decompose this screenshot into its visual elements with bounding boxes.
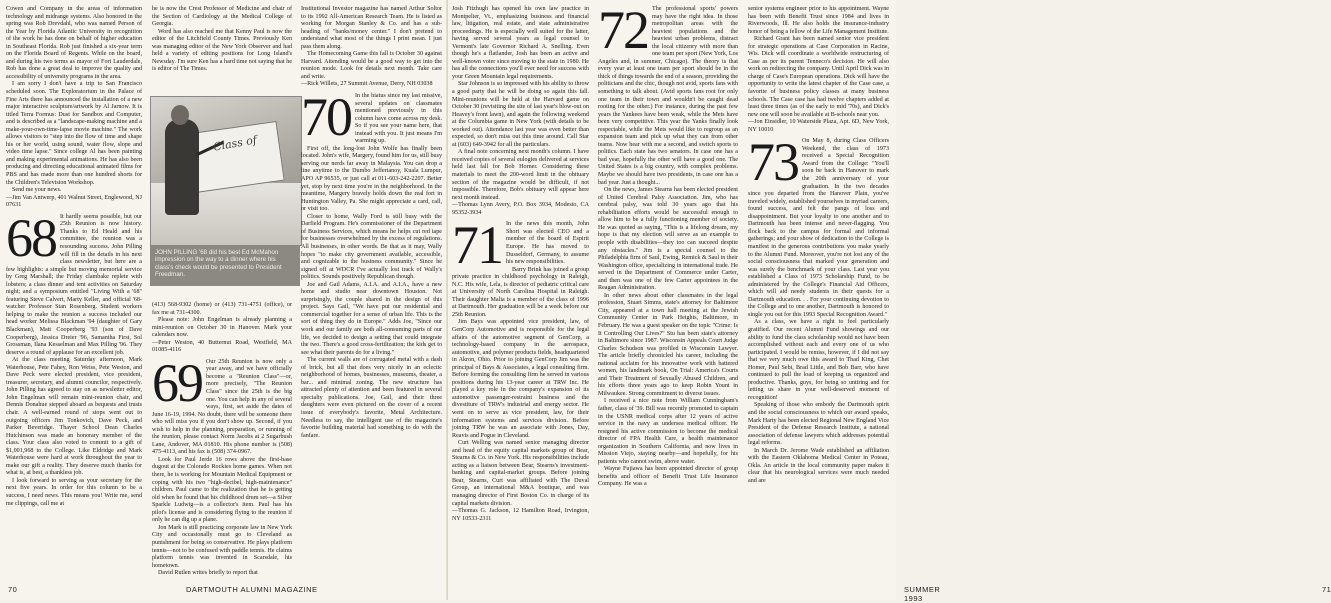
class-number-73: 73 [748, 132, 798, 193]
issue-date: SUMMER 1993 [904, 585, 941, 603]
paragraph: In the news this month, John Short was elected CEO and a member of the board of Espirit Europe. He has moved to Dusseldorf, Germany, to assume his new responsibilities. [506, 221, 589, 266]
paragraph: The current walls are of corrugated metal with a dash of brick, but all that does very nicely in an eclectic neighborhood of homes, businesses, museums, theater, a bar... and minimal zoning. The new structure has attracted plenty of attention and been featured in several specialty publications. Joe, Gail, and their three daughters were even pictured on the cover of a recent issue of everybody's favorite, Metal Architecture. Needless to say, the intelligent use of the magazine's favorite building material had something to do with the fanfare. [301, 357, 442, 439]
photo-person [165, 119, 199, 215]
class-number-72: 72 [598, 0, 648, 60]
paragraph: he is now the Crest Professor of Medicine and chair of the Section of Cardiology at the Medical College of Georgia. [152, 6, 292, 28]
paragraph: Closer to home, Wally Ford is still busy with the Darfield Program. He's commissioner of the Department of Business Services, which means he helps cut red tape for businesses overwhelmed by the excess of regulations. All businesses, in other words. Be that as it may, Wally hopes "to make city government available, accessible, and cognizable to the business community." Since he signed off at WDCR I've actually lost track of Wally's politics. Sounds positively Republican though. [301, 213, 442, 281]
class-number-69: 69 [152, 352, 202, 413]
paragraph: I am sorry I don't have a trip to San Francisco scheduled soon. The Exploratorium in the Palace of Fine Arts there has announced the installation of a new major interactive sculpture/artwork by Al Jarnow. It is titled Terra Formus: Dust for Sandbox and Computer, and is described as a "landscape-making machine and a make-your-own-time-lapse movie machine." The work allows visitors to "step into the flow of time and shape his or her world, using sound, water flow, slope and video time lapse." Since college Al has been painting and making experimental animations. He has also been producing and directing educational animated films for PBS and has made more than one hundred shorts for the Children's Television Workshop. [6, 81, 142, 186]
page-number-right: 71 [1322, 585, 1331, 594]
column-signature: —Thomas Lynn Avery, P.O. Box 3934, Modesto, CA 95352-3934 [452, 202, 589, 216]
paragraph: A final note concerning next month's column. I have received copies of several eulogies delivered at services held last fall for Bob Horner. Considering these materials to meet the 200-word limit in the obituary section of the magazine would be difficult, if not impossible. Therefore, Bob's obituary will appear here next month instead. [452, 149, 589, 201]
paragraph: It hardly seems possible, but our 25th Reunion is now history. Thanks to Ed Heald and his committee, the reunion was a resounding success. John Pilling will fill in the details in his next class newsletter, but here are a few highlights: a simple but moving memorial service by Greg Marshall; the Friday clambake replete with lobsters; a class dinner and tent activities on Saturday night; and a symposium entitled "Living With a '68" featuring Steve Calvert, Marty Keller, and official '68-watcher Professor Stan Rosenberg. Student workers helping to make the reunion a success included our head worker Melissa Blackman '94 (daughter of Gary Blackman), Matt Cooperberg '93 (son of Dave Cooperberg), Jessica Dreier '96, Samantha First, Sol Grossman, Ilana Kesselman and Max Pilling '96. They deserve a round of applause for an excellent job. [6, 213, 142, 356]
paragraph: The professional sports' powers may have the right idea. In those metropolitan areas with the heaviest populations and the heaviest urban problems, distract the local citizenry with more than one team per sport (New York, Los Angeles and, in summer, Chicago). The theory is that every year at least one team per sport should be in the thick of things towards the end of a season, providing the politicians and the chic, though not avid, sports fans with something to talk about. (Avid sports fans root for only one team in their town and wouldn't be caught dead rooting for the other.) For instance, during the past few years the Yankees have been weak, while the Mets have been very competitive. This year the Yanks finally look respectable, while the Mets would like to regroup as an expansion team and pick up what they can from other teams. Now hear with me a second, and switch sports to politics. Each state has two senators. In case one has a bad year, hopefully the other will have a good one. The United States is a big country, with complex problems. Maybe we should have two presidents, in case one has a bad year. Just a thought... [598, 6, 738, 186]
paragraph: In the hiatus since my last missive, several updates on classmates mentioned previously in this column have come across my desk. So if you see your name here, that instead with you. It just means I'm warming up. [355, 93, 442, 145]
paragraph: I look forward to serving as your secretary for the next five years. In order for this column to be a success, I need news. This means you! Write me, send me clippings, call me at [6, 477, 142, 507]
paragraph: Wayne Fujiawa has been appointed director of group benefits and officer of Benefit Trust Life Insurance Company. He was a [598, 466, 738, 488]
photo-board-script: Class of [212, 133, 258, 154]
paragraph: Institutional Investor magazine has named Arthur Soltor to its 1992 All-American Research Team. He is listed as working for Morgan Stanley & Co. and has a sub-heading of "banks/money center." I don't pretend to understand what most of the things I print mean. I just pass them along. [301, 6, 442, 50]
left-column-3 [301, 6, 442, 566]
right-column-1 [452, 6, 589, 566]
paragraph: On May 8, during Class Officers Weekend, the class of 1973 received a Special Recognition Award from the College: "You'll soon be back in Hanover to mark the 20th anniversary of your graduation. In the two decades since you departed from the Hanover Plain, you've traveled widely, established yourselves in myriad careers, found success, and felt the pangs of loss and disappointment. But your loyalty to one another and to Dartmouth has been intense and never-flagging. You flock back to the campus for formal and informal gatherings; and your show of dedication to the College is manifest in the generous contributions you make yearly to the Alumni Fund. Moreover, you're not lost any of the social consciousness that marked your generation and was surely the benchmark of your class. Last year you established a Class of 1973 Scholarship Fund, to be administered by the College's Financial Aid Officers, which will aid needy students in their quests for a Dartmouth education. . . For your continuing devotion to the College and to one another, Dartmouth is honored to single you out for this 1993 Special Recognition Award." [748, 138, 889, 318]
paragraph: The Homecoming Game this fall is October 30 against Harvard. Attending would be a good way to get into the reunion mode. Look for details next month. Take care and write. [301, 51, 442, 80]
paragraph: David Rutlen writes briefly to report that [158, 570, 258, 577]
paragraph: In March Dr. Jerome Wade established an affiliation with the Eastern Oklahoma Medical Center in Poteau, Okla. An article in the local community paper makes it clear that his neurological services were much needed and are [748, 447, 889, 484]
paragraph: Word has also reached me that Kenny Paul is now the editor of the Litchfield County Times. Previously Ken was managing editor of the New York Observer and had held a variety of editing positions for Long Island's Newsday. I'm sure Ken has a hard time not saying that he is editor of The Times. [152, 28, 292, 73]
reunion-photo [150, 96, 302, 246]
paragraph: Star Johnson is so impressed with his ability to throw a good party that he will be doing so again this fall. Mini-reunions will be held at the Harvard game on October 30 (revisiting the site of last year's blow-out on Heavey's front lawn), and again the following weekend at the Columbia game in New York (with details to be worked out). Attendance last year was even better than expected, so don't miss out this time around. Call Star at (603) 649-3942 for all the particulars. [452, 81, 589, 148]
paragraph: Cowen and Company in the areas of information technology and midrange systems. Also honored in the spring was Rob Drevdahl, who was named Person of the Year by Florida Atlantic University in recognition of the work he has done on behalf of higher education in Southeast Florida. Rob just finished a six-year term on the Florida Board of Regents. While on the board, and during his two terms as mayor of Fort Lauderdale, Rob has done a great deal to improve the quality and accessibility of university programs in the area. [6, 6, 142, 80]
photo-person-head [171, 105, 189, 125]
column-signature: —Peter Weston, 40 Butternut Road, Westfield, MA 01085-4116 [152, 339, 292, 354]
paragraph: Our 25th Reunion is now only a year away, and we have officially become a "Reunion Class"—or, more precisely, "The Reunion Class" since the 25th is the big one. You can help in any of several ways, first, set aside the dates of June 16-19, 1994. No doubt, there will be someone there who will miss you if you don't show up. Second, if you wish to help in the planning, preparation, or running of the reunion, please contact Norm Jacobs at 2 Sugarbush Lane, Andover, MA 01810. His phone number is (508) 475-4113, and his fax is (508) 374-0967. [152, 358, 292, 456]
paragraph: senior systems engineer prior to his appointment. Wayne has been with Benefit Trust since 1984 and lives in Riverwoods, Ill. He also holds the insurance-industry honor of being a fellow of the Life Management Institute. [748, 6, 889, 35]
paragraph: At the class meeting Saturday afternoon, Mark Waterhouse, Pete Fahey, Ron Weiss, Pete Weston, and Dave Peck were elected president, vice president, treasurer, secretary, and alumni councilor, respectively. John Pilling has agreed to stay on as newsletter editor, John Engelman will remain mini-reunion chair, and Dennis Donahue stepped aboard as bequests and trusts chair. A well-earned round of stops went out to outgoing officers Jim Tonkovich, Dave Peck, and Parker Beveridge. Thayer School Dean Charles Hutchinson was made an honorary member of the class. Your class also voted to commit to a gift of $1,001,968 to the College. Like Eldridge and Mark Waterhouse were hard at work throughout the year to make our gift a reality. They deserve much thanks for what is, at best, a thankless job. [6, 357, 142, 477]
column-signature: —Jon Einsidler, 10 Waterside Plaza, Apt. 6D, New York, NY 10010 [748, 119, 889, 133]
paragraph: Josh Fitzhugh has opened his own law practice in Montpelier, Vt., emphasizing business and financial law, litigation, real estate, and state administrative proceedings. He is especially well suited for the latter, having served several years as legal counsel to Vermont's late Governor Richard A. Snelling. Even though he's a flatlander, Josh has been an active and well-known voter since moving to the state in 1980. He has all the connections you'll ever need for success with your Green Mountain legal requirements. [452, 6, 589, 80]
page-right [448, 0, 1331, 603]
left-column-2 [152, 6, 292, 577]
photo-check-board [187, 121, 284, 193]
paragraph: (413) 568-9302 (home) or (413) 731-4751 (office), or fax me at 731-4300. [152, 302, 292, 316]
photo-caption: JOHN PILLING '68 did his best Ed McMahon impression on the way to a dinner where his class's check would be presented to President Freedman. [150, 246, 300, 286]
paragraph: Jon Mark is still practicing corporate law in New York City and occasionally must go to Cleveland as punishment for being so conservative. He plays platform tennis—not to be confused with paddle tennis. He claims platform tennis was invented in Scarsdale, his hometown. [152, 524, 292, 569]
magazine-name: DARTMOUTH ALUMNI MAGAZINE [186, 585, 318, 594]
class-number-70: 70 [301, 87, 351, 148]
paragraph: As a class, we have a right to feel particularly gratified. Our recent Alumni Fund showings and our ability to fund the class scholarship would not have been accomplished without each and every one of us who participated. I would be remiss, however, if I did not say that we very much owe this award to Thad King, Chet Homer, Paul Sebi, Brad Little, and Bob Barr, who have continued to pull the load of keeping us organized and productive. Thanks, guys, for being so untiring and for letting us share in your well-deserved moment of recognition! [748, 319, 889, 401]
paragraph: Please note: John Engelman is already planning a mini-reunion on October 30 in Hanover. Mark your calendars now. [152, 317, 292, 339]
class-number-68: 68 [6, 207, 56, 268]
column-signature: —Rick Willets, 27 Summit Avenue, Derry, NH 03038 [301, 81, 433, 88]
paragraph: Send me your news. [12, 187, 62, 194]
paragraph: On the news, James Stearns has been elected president of United Cerebral Palsy Association. Jim, who has cerebral palsy, was told 30 years ago that his rehabilitation efforts would be successful enough to allow him to be a fully functioning member of society. He was quoted as saying, "This is a lifelong dream, my hope is that my election will serve as an example to people with disabilities—they too can succeed despite any obstacles." Jim is a special counsel to the Philadelphia firm of Saul, Ewing, Remick & Saul in their Washington office, specializing in international trade. He served in the Department of Commerce under Carter, and then was one of the few Carter appointees in the Reagan Administration. [598, 187, 738, 292]
paragraph: Richard Grant has been named senior vice president for strategic operations at Case Corporation in Racine, Wis. Dick will coordinate a worldwide restructuring of Case as per its parent Tenneco's decision. He will also work on redirecting the company. Until April Dick was in charge of Case's European operations. Dick will have the opportunity to write the latest chapter of the Case case, a favorite of business policy classes at many business schools. The Case case has had twelve chapters added at least three times (as of the early to mid '70s), and Dick's new one will soon be available at B-schools near you. [748, 36, 889, 118]
column-signature: —Thomas G. Jackson, 12 Hamilton Road, Irvington, NY 10533-2311 [452, 508, 589, 522]
paragraph: Joe and Gail Adams, A.I.A. and A.I.A., have a new home and studio near downtown Houston. Not surprisingly, the couple shared in the design of this project. Says Gail, "We have put our residential and commercial together for a sense of urban life. This is the sort of thing they do in Europe." Adds Joe, "Since our work and our family are both all-consuming parts of our life, we decided to design a setting that could integrate the two. There's a good cross-fertilization; the kids get to see what their parents do for a living." [301, 281, 442, 356]
page-left [0, 0, 448, 600]
paragraph: Speaking of those who embody the Dartmouth spirit and the social consciousness to which our award speaks, Mark Harty has been elected Regional New England Vice President of the Defense Research Institute, a national association of defense lawyers which addresses potential legal reforms. [748, 402, 889, 447]
paragraph: I received a nice note from William Cunningham's father, class of '39. Bill was recently promoted to captain in the USNR medical corps after 12 years of active service in the navy as undersea medical officer. He resigned his active commission to become the medical director of FPA Health Care, a health maintenance organization in Southern California, and now lives in Mission Viejo, staying nearby—and hopefully, for his patients who cannot swim, above water. [598, 398, 738, 465]
paragraph: Look for Paul Jerde 16 rows above the first-base dugout at the Colorado Rockies home games. When not there, he is working for Mountain Medical Equipment or coping with his two "high-decibel, high-maintenance" children. Paul came to the realization that he is getting old when he found that his childhood drum set—a Silver Sparkle Ludwig—is a collector's item. Paul has his pilot's license and is considering flying to the reunion if only he can dig up a plane. [152, 456, 292, 524]
right-column-3 [748, 6, 889, 566]
paragraph: In other news about other classmates in the legal profession, Stuart Simms, state's attorney for Baltimore City, appeared at a town hall meeting at the Jewish Community Center in Park Heights, Baltimore, in February. He was a guest speaker on the topic "Crime: Is It Controlling Our Lives?" Stu has been state's attorney in Baltimore since 1987. Wisconsin Appeals Court Judge Charles Schudson was profiled in Wisconsin Lawyer. The article briefly chronicled his career, including the national acclaim for his innovative work with battered women, his landmark book, On Trial: America's Courts and Their Treatment of Sexually Abused Children, and his efforts three years ago to keep Robin Yount in Milwaukee. Strong commitment to diverse issues. [598, 292, 738, 397]
right-column-2 [598, 0, 738, 566]
paragraph: Jim Bays was appointed vice president, law, of GenCorp Automotive and is responsible for the legal affairs of the automotive segment of GenCorp, a technology-based company in the aerospace, automotive, and polymer products fields, headquartered in Akron, Ohio. Prior to joining GenCorp Jim was the principal of Bays & Associates, a legal consulting firm. Before forming the consulting firm he served in various positions during his 13-year career at TRW Inc. He played a key role in the company's expansion of its automotive passenger-restraint business and the divestiture of TRW's industrial and energy sector. He went on to serve as vice president, law, for their information systems and services division. Before joining TRW he was an associate with Jones, Day, Reavis and Pogue in Cleveland. [452, 319, 589, 439]
paragraph: Barry Brink has joined a group private practice in childhood psychology in Raleigh, N.C. His wife, Lela, is director of pediatric critical care at University of North Carolina Hospital in Raleigh. Their daughter Malia is a member of the class of 1996 at Dartmouth. Her graduation will be a week before our 25th Reunion. [452, 266, 589, 318]
page-number-left: 70 [8, 585, 18, 594]
left-column-1 [6, 6, 142, 566]
class-number-71: 71 [452, 215, 502, 276]
paragraph: Curt Welling was named senior managing director and head of the equity capital markets group of Bear, Stearns & Co. in New York. His responsibilities include acting as a liaison between Bear, Stearns's investment-banking and capital-market groups. Before joining Bear, Stearns, Curt was affiliated with The Duval Group, an international M&A boutique, and was managing director of First Boston Co. in charge of its capital markets division. [452, 440, 589, 507]
column-signature: —Jim Van Antwerp, 401 Walnut Street, Englewood, NJ 07631 [6, 194, 142, 209]
paragraph: First off, the long-lost John Wolfe has finally been located. John's wife, Margery, found him for us, still busy serving our nerds far away in Malaysia. You can drop a line anytime to the Dumbo Jeffertanoy, Kuala Lumpur, APO AP 96535, or just call at 011-603-242-2207. Better yet, stop by next time you're in the neighborhood. In the meantime, Margery bravely holds down the real fort in Huntington Valley, Pa. She might appreciate a card, call, or visit too. [301, 145, 442, 213]
